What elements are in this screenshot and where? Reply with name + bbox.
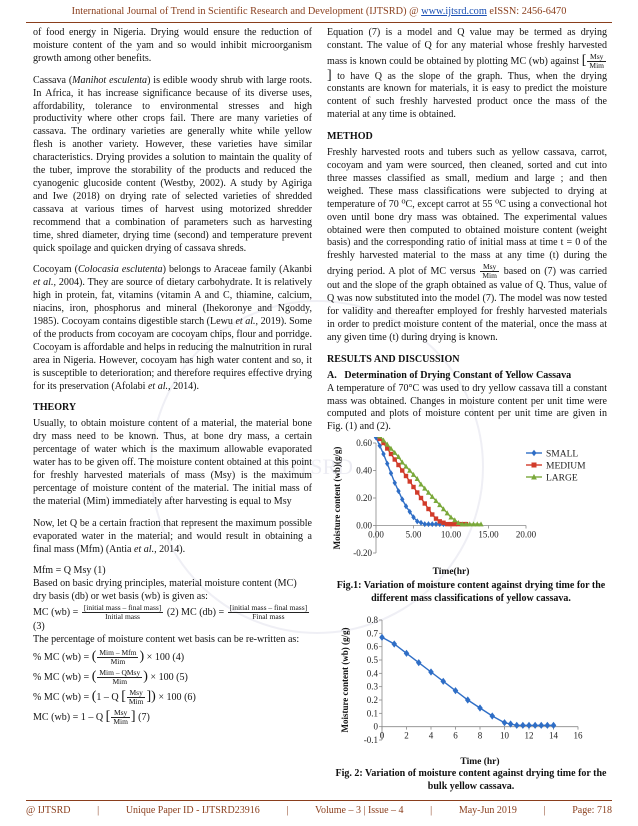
results-heading: RESULTS AND DISCUSSION xyxy=(327,353,460,365)
data-point xyxy=(440,678,446,685)
paragraph-drying-principles: Based on basic drying principles, material moisture content (MC) dry basis (db) or wet basis (wb) is given as: xyxy=(33,578,297,603)
y-tick-label: 0.60 xyxy=(356,438,372,448)
x-tick-label: 20.00 xyxy=(515,529,537,540)
data-point xyxy=(465,696,471,703)
data-point xyxy=(551,722,557,729)
data-point xyxy=(415,490,419,494)
data-point xyxy=(489,712,495,719)
x-tick-label: 6 xyxy=(453,730,458,741)
x-tick-label: 16 xyxy=(573,730,583,741)
equation-1: Mfm = Q Msy (1) xyxy=(33,565,106,577)
data-point xyxy=(396,463,400,467)
data-point xyxy=(514,722,520,729)
y-tick-label: -0.1 xyxy=(363,735,378,745)
data-point xyxy=(520,722,526,729)
equation-2-3: MC (wb) = $\frac{\text{[initial mass – final mass]}}{\text{Initial mass}}$ (2) MC (db) = $\frac{\text{[initial mass – final mass]}}{\text{Final mass}}$ (3) xyxy=(33,603,308,633)
y-tick-label: 0 xyxy=(373,721,378,732)
journal-watermark: IJTSRD xyxy=(150,300,484,634)
data-point xyxy=(438,519,442,523)
data-point xyxy=(538,722,544,729)
data-point xyxy=(441,521,445,525)
data-point xyxy=(526,722,532,729)
data-point xyxy=(430,512,434,516)
data-point xyxy=(423,501,427,505)
data-point xyxy=(411,485,415,489)
footer-volume: Volume – 3 | Issue – 4 xyxy=(315,805,404,816)
data-point xyxy=(408,479,412,483)
data-point xyxy=(430,521,434,527)
x-tick-label: 2 xyxy=(404,730,409,741)
figure-1-caption: Fig.1: Variation of moisture content against drying time for the different mass classifications of yellow cassava. xyxy=(336,580,606,604)
left-column xyxy=(33,27,312,726)
footer-page: Page: 718 xyxy=(572,805,612,816)
x-tick-label: 12 xyxy=(524,730,534,741)
right-column xyxy=(327,27,607,443)
journal-issn: eISSN: 2456-6470 xyxy=(486,6,567,17)
legend-marker xyxy=(532,463,537,468)
legend-label: SMALL xyxy=(546,449,579,460)
data-point xyxy=(453,687,459,694)
journal-name: International Journal of Trend in Scientific Research and Development (IJTSRD) @ xyxy=(71,6,422,17)
x-tick-label: 10.00 xyxy=(440,529,462,540)
legend-label: LARGE xyxy=(546,473,578,484)
data-point xyxy=(502,719,508,726)
data-point xyxy=(434,521,438,527)
x-tick-label: 0 xyxy=(379,730,385,741)
x-axis-label: Time(hr) xyxy=(432,567,470,577)
y-tick-label: 0.00 xyxy=(356,520,372,531)
paragraph-yam-continued: of food energy in Nigeria. Drying would ensure the reduction of moisture content of the yam and so would inhibit microorganism growth among other benefits. xyxy=(33,27,312,64)
data-point xyxy=(400,468,404,472)
data-point xyxy=(404,650,410,657)
data-point xyxy=(419,496,423,500)
legend-marker xyxy=(532,450,537,457)
data-point xyxy=(434,516,438,520)
paragraph-results-a: A temperature of 70°C was used to dry yellow cassava till a constant mass was obtained. Changes in moisture content per unit time were computed and plots of moisture content per unit time are given in Fig. (1) and (2). xyxy=(327,382,607,433)
data-point xyxy=(426,521,430,527)
data-point xyxy=(428,668,434,675)
journal-website-link[interactable]: www.ijtsrd.com xyxy=(421,6,487,17)
equation-7: MC (wb) = 1 – Q [ $\frac{\text{Msy}}{\text{Mim}}$ ] (7) xyxy=(33,707,150,726)
x-tick-label: 5.00 xyxy=(405,529,422,540)
x-axis-label: Time (hr) xyxy=(460,757,500,766)
series-line-bulk-yellow-cassava xyxy=(382,637,554,725)
subsection-a-heading: A. Determination of Drying Constant of Yellow Cassava xyxy=(327,369,572,381)
data-point xyxy=(453,522,457,526)
y-tick-label: 0.20 xyxy=(356,493,372,503)
x-tick-label: 0.00 xyxy=(368,529,384,540)
paragraph-model: Equation (7) is a model and Q value may be termed as drying constant. The value of Q for any material whose freshly harvested mass is known could be obtained by plotting MC (wb) against [ $\frac{\text{Msy}}{\text{Mim}}$ ] to have Q as the slope of the graph. Thus, when the drying constants are known for materials, it is easy to predict the moisture content of such freshly harvested product once the mass of the material at any time is obtained. xyxy=(327,27,607,121)
x-tick-label: 10 xyxy=(500,730,509,741)
data-point xyxy=(404,474,408,478)
footer-date: May-Jun 2019 xyxy=(458,805,517,816)
theory-heading: THEORY xyxy=(33,402,77,414)
equation-5: % MC (wb) = ( $\frac{\text{Mim – QMsy}}{\text{Mim}}$ ) × 100 (5) xyxy=(33,667,188,686)
y-tick-label: 0.1 xyxy=(366,708,378,719)
x-tick-label: 15.00 xyxy=(478,529,499,540)
figure-2-caption: Fig. 2: Variation of moisture content against drying time for the bulk yellow cassava. xyxy=(335,768,607,792)
footer-divider xyxy=(26,800,612,801)
footer-journal: @ IJTSRD xyxy=(26,805,71,816)
data-point xyxy=(426,507,430,511)
y-tick-label: 0.8 xyxy=(366,615,378,625)
paragraph-cocoyam: Cocoyam (Colocasia esclutenta) belongs to Araceae family (Akanbi et al., 2004). They are source of dietary carbohydrate. It is relatively high in protein, fat, vitamins (vitamin A and C, thiamine, calcium, niacins, iron, phosphorus and mineral (Ihekoronye and Ngoddy, 1985). Cocoyam contains digestible starch (Lewu et al., 2019). Some of the products from cocoyam are cocoyam chips, flour and porridge. Cocoyam is affordable and helps in reducing the malnutrition in rural area in Nigeria. However, cocoyam has high water content and so, it is susceptible to deterioration; and therefore requires effective drying for its preservation (Afolabi et al., 2014). xyxy=(33,264,312,392)
running-header xyxy=(0,6,638,17)
running-footer: @ IJTSRD | Unique Paper ID - IJTSRD23916 | Volume – 3 | Issue – 4 | May-Jun 2019 | Page: 718 xyxy=(26,805,612,816)
y-axis-label: Moisture content (wb)(g/g) xyxy=(332,446,342,550)
figure-2-chart xyxy=(338,614,600,766)
paragraph-q-fraction: Now, let Q be a certain fraction that represent the maximum possible evaporated water in the material; and would result in obtaining a final mass (Mfm) (Antia et al., 2014). xyxy=(33,517,312,555)
y-tick-label: 0.5 xyxy=(366,655,378,665)
data-point xyxy=(419,520,423,526)
paragraph-cassava: Cassava (Manihot esculenta) is edible woody shrub with large roots. In Africa, it has increase significance because of its diverse uses, affordability, tolerance to environmental stresses and high productivity where other crops fail. There are many varieties of cassava. The ordinary varieties are generally white while yellow flesh is another variety. However, these varieties have similar characteristics. Drying provides a solution to maintain the quality of the tuber, improve the storability of the products and reduced the cyanogenic glucoside content (Westby, 2002). A study by Agiriga and Iwe (2018) on drying rate of selected varieties of shredded cassava at various times of harvest using motorized shredder recommend that a combination of parameters such as harvesting time, shred diameter, drying time (second) and temperature prevent quick spoilage and quicken drying of cassava shreds. xyxy=(33,74,313,254)
data-point xyxy=(416,659,422,666)
data-point xyxy=(377,437,382,438)
y-tick-label: 0.7 xyxy=(366,628,378,639)
data-point xyxy=(393,457,397,461)
paragraph-method: Freshly harvested roots and tubers such as yellow cassava, carrot, cocoyam and yam were sourced, then cleaned, sorted and cut into three masses classified as small, medium and large ; and then weighed. These mass classifications were subjected to drying at temperature of 70 ⁰C, except carrot at 55 ⁰C using a convectional hot oven until bone dry mass was obtained. The experimental values obtained were then computed to obtained moisture content (weight basis) and the corresponding ratio of initial mass at time t = 0 of the freshly harvested material to the mass at any time (t) during the drying period. A plot of MC versus $\frac{\text{Msy}}{\text{Mim}}$ based on (7) was carried out and the slope of the graph obtained as value of Q. Thus, value of Q was now substituted into the model (7). The model was now tested for validity and thereafter employed for freshly harvested materials in order to predict moisture content of the material, once the mass at any given time (t) during drying is known. xyxy=(327,147,607,343)
y-axis-label: Moisture content (wb) (g/g) xyxy=(340,627,350,733)
y-tick-label: 0.40 xyxy=(356,465,372,476)
x-tick-label: 8 xyxy=(477,730,483,741)
y-tick-label: -0.20 xyxy=(353,548,372,558)
data-point xyxy=(445,522,449,526)
data-point xyxy=(545,722,551,729)
data-point xyxy=(389,452,393,456)
equation-4: % MC (wb) = ( $\frac{\text{Mim – Mfm}}{\text{Mim}}$ ) × 100 (4) xyxy=(33,647,185,666)
paragraph-theory: Usually, to obtain moisture content of a material, the material bone dry mass need to be known. Thus, at bone dry mass, a certain percentage of water which is the maximum allowable evaporated water has to be given off. The moisture content obtained at this point for freshly harvested materials of mass (Msy) is the maximum percentage of moisture content of the material. The initial mass of the material (Mim) immediately after harvesting is equal to Msy xyxy=(33,418,312,507)
data-point xyxy=(423,521,427,527)
y-tick-label: 0.4 xyxy=(366,668,378,679)
data-point xyxy=(532,722,538,729)
y-tick-label: 0.3 xyxy=(366,681,378,692)
data-point xyxy=(379,634,385,641)
y-tick-label: 0.6 xyxy=(366,641,378,652)
x-tick-label: 14 xyxy=(549,730,558,741)
data-point xyxy=(391,640,397,647)
paragraph-rewritten: The percentage of moisture content wet basis can be re-written as: xyxy=(33,634,300,646)
figure-1-chart xyxy=(330,437,612,577)
footer-paper-id: Unique Paper ID - IJTSRD23916 xyxy=(125,805,260,816)
x-tick-label: 4 xyxy=(428,730,434,741)
method-heading: METHOD xyxy=(327,131,373,143)
header-divider xyxy=(26,22,612,23)
data-point xyxy=(449,522,453,526)
y-tick-label: 0.2 xyxy=(366,695,378,705)
equation-6: % MC (wb) = (1 – Q [ $\frac{\text{Msy}}{\text{Mim}}$ ]) × 100 (6) xyxy=(33,687,196,706)
legend-label: MEDIUM xyxy=(546,461,586,472)
data-point xyxy=(477,704,483,711)
